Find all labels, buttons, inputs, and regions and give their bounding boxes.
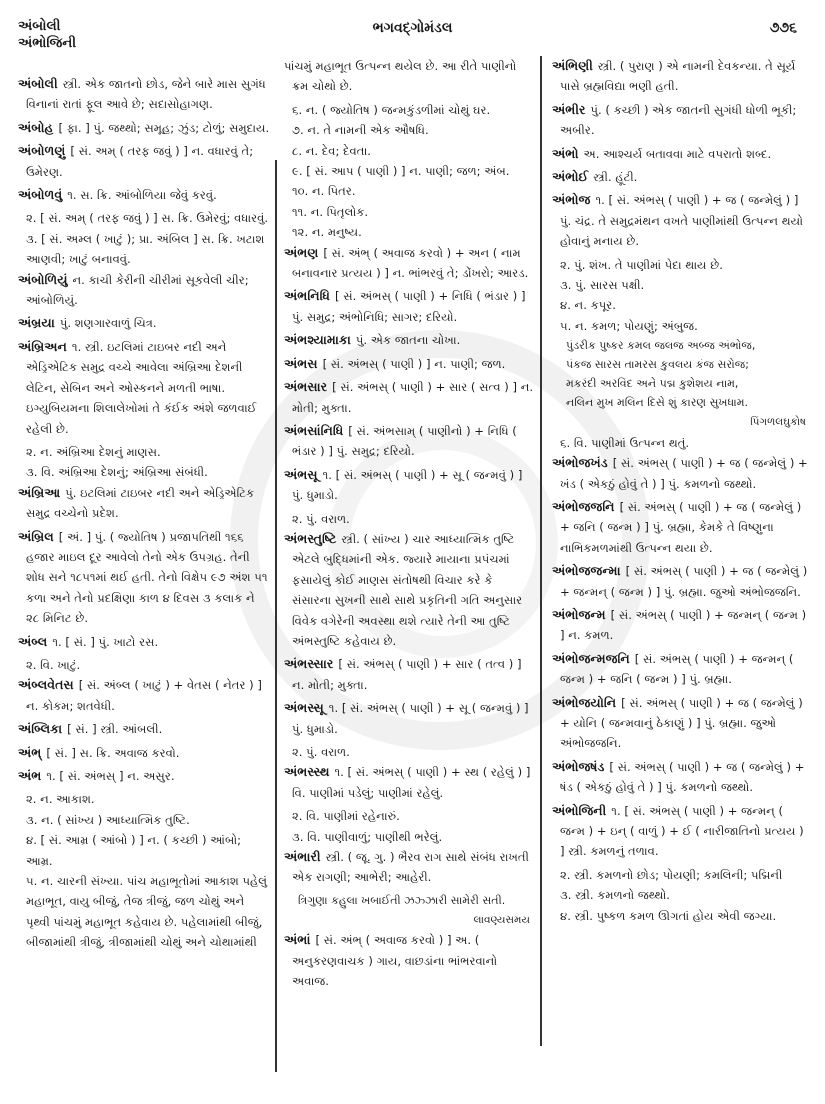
entry-definition: ૧. [ સં. અંભસ્ ( પાણી ) + સૂ ( જન્મવું ) ] પું. ધુમાડો. — [292, 467, 523, 503]
entry-definition: [ સં. અંભ્ ( અવાજ કરવો ) ] અ. ( અનુકરણવાચક ) ગાય, વાછડાંના ભાંભરવાનો અવાજ. — [292, 933, 498, 989]
entry-headword: અંભોજયોનિ — [552, 694, 617, 710]
entry-headword: અંભસ્સાર — [284, 656, 334, 672]
sense-line: ૩. વિ. પાણીવાળું; પાણીથી ભરેલું. — [292, 829, 443, 844]
continuation-text: પાંચમું મહાભૂત ઉત્પન્ન થયેલ છે. આ રીતે પાણીનો ક્રમ ચોથો છે. — [284, 59, 517, 94]
dictionary-entry — [284, 529, 534, 651]
sense-line: ૨. વિ. ખાટું. — [26, 657, 81, 672]
verse-source: પિંગળલઘુકોષ — [750, 416, 806, 429]
sense-line: ૨. વિ. પાણીમાં રહેનારું. — [292, 809, 400, 824]
dictionary-entry — [18, 719, 270, 739]
entry-definition: [ સં. અંભસ્ ( પાણી ) + સાર ( તત્વ ) ] ન. મોતી; મુક્તા. — [292, 657, 522, 692]
sense-line: ૨. પું. વરાળ. — [292, 745, 350, 759]
entry-headword: અંભસૂ — [284, 466, 318, 482]
dictionary-entry — [552, 693, 810, 754]
entry-definition: [ સં. અંભસ્ ( પાણી ) + સાર ( સત્વ ) ] ન. મોતી; મુક્તા. — [292, 380, 534, 415]
entry-headword: અંભનિધિ — [284, 288, 330, 304]
entry-headword: અંભીર — [552, 101, 586, 117]
entry-headword: અંભસ — [284, 355, 318, 371]
entry-definition: [ સં. અંભસ્ ( પાણી ) + જ ( જન્મેલું ) + જન્મન્ ( જન્મ ) ] પું. બ્રહ્મા. જુઓ અંભોજજનિ. — [560, 564, 808, 599]
entry-definition: ૧. [ સં. ] પું. ખાટો રસ. — [52, 634, 159, 649]
sense-line: ૨. સ્ત્રી. કમળનો છોડ; પોયણી; કમલિની; પદ્મિની — [560, 867, 783, 882]
entry-definition: [ સં. અંભસ્ ( પાણી ) + જન્મન્ ( જન્મ ) ] ન. કમળ. — [560, 607, 807, 643]
dictionary-entry — [552, 605, 810, 646]
sense-line: ૨. [ સં. અમ્ ( તરફ જવું ) ] સ. ક્રિ. ઉમેરવું; વધારવું. — [26, 211, 269, 226]
entry-headword: અંભસાંનિધિ — [284, 422, 344, 438]
column-divider — [275, 160, 277, 1072]
dictionary-entry — [18, 141, 270, 182]
dictionary-entry — [552, 561, 810, 602]
dictionary-entry — [552, 144, 810, 164]
entry-definition: ન. કાચી કેરીની ચીરીમાં સૂકવેલી ચીર; આંબોળિયું. — [26, 272, 249, 308]
entry-definition: [ સં. અંભસામ્ ( પાણીનો ) + નિધિ ( ભંડાર ) ] પું. સમુદ્ર; દરિયો. — [292, 423, 517, 459]
column-middle — [284, 56, 534, 1086]
dictionary-entry — [284, 465, 534, 506]
entry-headword: અંબોલી — [18, 76, 58, 91]
dictionary-entry — [284, 654, 534, 695]
guide-word-first: અંબોલી — [18, 18, 61, 34]
dictionary-entry — [18, 632, 270, 652]
sense-line: ૩. ન. ( સાંખ્ય ) આધ્યાત્મિક તુષ્ટિ. — [26, 812, 190, 827]
dictionary-entry — [552, 167, 810, 187]
sense-line: ૧૧. ન. પિતૃલોક. — [292, 204, 369, 219]
entry-definition: [ સં. અંભસ્ ( પાણી ) + જ ( જન્મેલું ) + યોનિ ( જન્મવાનું ઠેકાણું ) ] પું. બ્રહ્મા. જુઓ અંભોજજનિ. — [560, 695, 803, 751]
entry-headword: અંભોજખંડ — [552, 455, 608, 471]
dictionary-entry — [284, 421, 534, 462]
entry-headword: અંબ્લવેતસ — [18, 677, 74, 693]
entry-headword: અંભસાર — [284, 379, 328, 395]
entry-headword: અંભસ્સ્થ — [284, 764, 330, 780]
entry-definition: સ્ત્રી. એક જાતનો છોડ, જેને બારે માસ સુગંધ વિનાનાં રાતાં ફૂલ આવે છે; સદાસોહાગણ. — [26, 77, 266, 112]
entry-definition: પું. ( કચ્છી ) એક જાતની સુગંધી ધોળી ભૂકી; અબીર. — [560, 102, 797, 138]
entry-headword: અંબ્રિલ — [18, 528, 54, 544]
entry-definition: [ સં. અંબ્લ ( ખાટું ) + વેતસ ( નેતર ) ] ન. કોકમ; શતવેધી. — [26, 678, 262, 713]
dictionary-entry — [284, 762, 534, 803]
entry-headword: અંબ્લ — [18, 633, 48, 649]
sense-line: ૬. વિ. પાણીમાં ઉત્પન્ન થતું. — [560, 435, 690, 450]
entry-headword: અંબોળવું — [18, 187, 63, 203]
sense-line: ૫. ન. ચારની સંખ્યા. પાંચ મહાભૂતોમાં આકાશ પહેલું મહાભૂત, વાયુ બીજું, તેજ ત્રીજું, જળ ચોથું અને પૃથ્વી પાંચમું મહાભૂત કહેવાય છે. પહેલામાંથી બીજું, બીજામાંથી ત્રીજું, ત્રીજામાંથી ચોથું અને ચોથામાંથી — [26, 874, 267, 950]
sense-line: ૩. પું. સારસ પક્ષી. — [560, 278, 645, 293]
entry-definition: ૧. સ. ક્રિ. આંબોળિયા જેવું કરવું. — [67, 188, 217, 203]
entry-definition: ૧. [ સં. અંભસ્ ( પાણી ) + જ ( જન્મેલું ) ] પું. ચંદ્ર. તે સમુદ્રમંથન વખતે પાણીમાંથી ઉત્પન્ન થયો હોવાનું મનાય છે. — [560, 193, 803, 249]
entry-definition: ૧. સ્ત્રી. ઇટલિમાં ટાઇબર નદી અને એડ્રિએટિક સમુદ્ર વચ્ચે આવેલા અંબ્રિઆ દેશની લેટિન, સેબિન અને ઓસ્કનને મળતી ભાષા. ઇગ્યુબિયમના શિલાલેખોમાં તે કંઈક અંશે જળવાઈ રહેલી છે. — [26, 339, 257, 436]
sense-line: ૧૦. ન. પિતર. — [292, 184, 356, 199]
entry-headword: અંભિણી — [552, 58, 593, 73]
sense-line: ૮. ન. દેવ; દેવતા. — [292, 143, 371, 158]
entry-headword: અંબ્રિઅન — [18, 338, 67, 354]
sense-line: ૩. સ્ત્રી. કમળનો જથ્થો. — [560, 888, 670, 903]
entry-headword: અંભોજષંડ — [552, 758, 605, 774]
dictionary-entry — [284, 243, 534, 284]
column-left — [18, 74, 270, 1104]
page-header — [0, 0, 825, 60]
dictionary-entry — [552, 497, 810, 558]
dictionary-entry — [552, 56, 810, 97]
sense-line: ૯. [ સં. આપ ( પાણી ) ] ન. પાણી; જળ; અંબ. — [292, 164, 510, 179]
entry-definition: [ ફા. ] પું. જથ્થો; સમૂહ; ઝુંડ; ટોળું; સમુદાય. — [58, 120, 270, 135]
dictionary-columns — [0, 56, 825, 1086]
entry-headword: અંબોળણું — [18, 143, 66, 159]
entry-definition: પું. શણગારવાળું ચિત્ર. — [59, 316, 157, 331]
entry-definition: સ્ત્રી. ( જૂ. ગુ. ) ભૈરવ રાગ સાથે સંબંધ રાખતી એક રાગણી; આભેરી; આહેરી. — [292, 850, 529, 885]
entry-headword: અંભોઈ — [552, 169, 589, 185]
dictionary-entry — [284, 377, 534, 418]
dictionary-entry — [18, 74, 270, 115]
column-right — [552, 56, 810, 1086]
entry-definition: પું. એક જાતના ચોખા. — [355, 333, 461, 348]
entry-definition: સ્ત્રી. ( સાંખ્ય ) ચાર આધ્યાત્મિક તુષ્ટિ એટલે બુદ્ધિમાંની એક. જ્યારે માયાના પ્રપંચમાં ફસાયેલું કોઈ માણસ સંતોષથી વિચાર કરે કે સંસારના સુખની સાથે સાથે પ્રકૃતિની ગતિ અનુસાર વિવેક વગેરેની અવસ્થા થશે ત્યારે તેની આ તુષ્ટિ અંભસ્તુષ્ટિ કહેવાય છે. — [292, 531, 523, 648]
dictionary-entry — [18, 337, 270, 439]
entry-definition: પું. ઇટલિમાં ટાઇબર નદી અને એડ્રિએટિક સમુદ્ર વચ્ચેનો પ્રદેશ. — [26, 485, 255, 521]
dictionary-entry — [18, 743, 270, 763]
entry-headword: અંભો — [552, 145, 579, 161]
entry-headword: અંભશ્યામાકા — [284, 332, 351, 348]
entry-definition: [ સં. અંભસ્ ( પાણી ) + જ ( જન્મેલું ) + ખંડ ( એકઠું હોવું તે ) ] પું. કમળનો જથ્થો. — [560, 456, 808, 491]
dictionary-entry — [552, 453, 810, 494]
quotation: ત્રિગુણા કહુલા ખબાઈતી ઝઝ્ઝારી સામેરી સતી. — [298, 893, 506, 907]
entry-definition: [ સં. અંભસ્ ( પાણી ) + જ ( જન્મેલું ) + ષંડ ( એકઠું હોવું તે ) ] પું. કમળનો જથ્થો. — [560, 759, 805, 795]
sense-line: ૨. ન. આકાશ. — [26, 792, 95, 807]
dictionary-entry — [284, 330, 534, 350]
entry-headword: અંભાં — [284, 932, 311, 948]
entry-definition: ૧. [ સં. અંભસ્ ( પાણી ) + સૂ ( જન્મવું ) ] પું. ધુમાડો. — [292, 701, 529, 736]
dictionary-entry — [284, 847, 534, 888]
sense-line: ૩. [ સં. અમ્લ ( ખાટું ); પ્રા. અંબિલ ] સ. ક્રિ. ખટાશ આણવી; ખાટું બનાવવું. — [26, 231, 265, 267]
sense-line: ૨. પું. શંખ. તે પાણીમાં પેદા થાય છે. — [560, 257, 723, 272]
dictionary-entry — [18, 270, 270, 311]
verse-line: મકરંદી અરવિંદ અને પદ્મ કુશેશય નામ, — [566, 377, 739, 391]
entry-headword: અંભોજજન્મા — [552, 563, 621, 579]
entry-headword: અંબોહ — [18, 119, 54, 135]
entry-headword: અંબ્લિકા — [18, 721, 63, 737]
entry-headword: અંબ્રિઆ — [18, 484, 61, 500]
entry-definition: ૧. [ સં. અંભસ્ ( પાણી ) + સ્થ ( રહેલું ) ] વિ. પાણીમાં પડેલું; પાણીમાં રહેલું. — [292, 765, 531, 800]
entry-definition: સ્ત્રી. હૂંટી. — [593, 170, 638, 185]
sense-line: ૪. [ સં. આમ્ર ( આંબો ) ] ન. ( કચ્છી ) આંબો; આમ્ર. — [26, 833, 242, 868]
sense-line: ૧૨. ન. મનુષ્ય. — [292, 225, 362, 240]
dictionary-entry — [18, 527, 270, 629]
entry-headword: અંભોજન્મ — [552, 606, 606, 622]
sense-line: ૪. ન. કપૂર. — [560, 298, 616, 313]
entry-headword: અંભોજજનિ — [552, 498, 615, 514]
entry-headword: અંબ્રયા — [18, 315, 55, 331]
entry-headword: અંભસ્સૂ — [284, 700, 324, 716]
entry-headword: અંભોજિની — [552, 802, 607, 818]
guide-word-last: અંભોજિની — [18, 35, 77, 51]
dictionary-entry — [552, 757, 810, 798]
dictionary-entry — [18, 766, 270, 786]
sense-line: ૨. પું. વરાળ. — [292, 511, 350, 526]
sense-line: ૪. સ્ત્રી. પુષ્કળ કમળ ઊગતાં હોય એવી જગ્યા. — [560, 908, 777, 923]
quotation-source: લાવણ્યસમય — [473, 913, 530, 926]
entry-definition: [ સં. અંભ્ ( અવાજ કરવો ) + અન ( નામ બનાવનાર પ્રત્યય ) ] ન. ભાંભરવું તે; ડોંખરો; આરડ. — [292, 245, 529, 281]
entry-definition: [ અં. ] પું. ( જ્યોતિષ ) પ્રજાપતિથી ૧૬૬ હજાર માઇલ દૂર આવેલો તેનો એક ઉપગ્રહ. તેની શોધ સને ૧૮૫૧માં થઈ હતી. તેનો વિક્ષેપ ૯૭ અંશ ૫૧ કળા અને તેનો પ્રદક્ષિણા કાળ ૪ દિવસ ૩ કલાક ને ૨૮ મિનિટ છે. — [26, 529, 268, 626]
column-divider — [540, 56, 542, 1046]
dictionary-entry — [18, 118, 270, 138]
entry-definition: અ. આશ્ચર્ય બતાવવા માટે વપરાતો શબ્દ. — [583, 146, 772, 161]
dictionary-entry — [284, 698, 534, 739]
sense-line: ૭. ન. તે નામની એક ઔષધિ. — [292, 123, 429, 138]
entry-definition: સ્ત્રી. ( પુરાણ ) એ નામની દેવકન્યા. તે સૂર્ય પાસે બ્રહ્મવિદ્યા ભણી હતી. — [560, 59, 796, 94]
entry-headword: અંભસ્તુષ્ટિ — [284, 530, 337, 546]
dictionary-entry — [284, 354, 534, 374]
verse-line: પંકજ સારસ તામરસ કુવલય કંજ સરોજ; — [566, 358, 749, 372]
dictionary-entry — [284, 930, 534, 991]
entry-definition: [ સં. અંભસ્ ( પાણી ) + જ ( જન્મેલું ) + જનિ ( જન્મ ) ] પું. બ્રહ્મા, કેમકે તે વિષ્ણુના નાભિકમળમાંથી ઉત્પન્ન થયા છે. — [560, 499, 802, 555]
verse-line: નલિન મુખ મલિન દિસે શું કારણ સુખધામ. — [566, 396, 749, 410]
entry-headword: અંબોળિયું — [18, 271, 68, 287]
entry-definition: ૧. [ સં. અંભસ્ ( પાણી ) + જન્મન્ ( જન્મ ) + ઇન્ ( વાળું ) + ઈ ( નારીજાતિનો પ્રત્યય ) ] સ્ત્રી. કમળનું તળાવ. — [560, 803, 804, 859]
entry-definition: [ સં. અમ્ ( તરફ જવું ) ] ન. વધારવું તે; ઉમેરણ. — [26, 144, 254, 179]
dictionary-entry — [552, 649, 810, 690]
entry-definition: [ સં. અંભસ્ ( પાણી ) + નિધિ ( ભંડાર ) ] પું. સમુદ્ર; અંભોનિધિ; સાગર; દરિયો. — [292, 289, 526, 324]
dictionary-entry — [18, 313, 270, 333]
dictionary-entry — [552, 190, 810, 251]
dictionary-entry — [552, 801, 810, 862]
entry-definition: [ સં. અંભસ્ ( પાણી ) + જન્મન્ ( જન્મ ) + જનિ ( જન્મ ) ] પું. બ્રહ્મા. — [560, 651, 794, 687]
dictionary-entry — [18, 185, 270, 205]
entry-headword: અંભારી — [284, 849, 321, 865]
entry-headword: અંભણ — [284, 244, 319, 260]
dictionary-entry — [552, 100, 810, 141]
page-number: ૭૭૬ — [769, 20, 797, 36]
entry-definition: [ સં. ] સ્ત્રી. આંબલી. — [67, 722, 163, 737]
entry-definition: ૧. [ સં. અંભસ્ ] ન. અસુર. — [46, 769, 175, 783]
entry-headword: અંભ્ — [18, 744, 42, 760]
entry-definition: [ સં. અંભસ્ ( પાણી ) ] ન. પાણી; જળ. — [322, 356, 506, 371]
dictionary-entry — [18, 483, 270, 524]
entry-definition: [ સં. ] સ. ક્રિ. અવાજ કરવો. — [46, 745, 180, 760]
verse-line: પુંડરીક પુષ્કર કમલ જલજ અબ્જ અંભોજ, — [566, 339, 756, 353]
entry-headword: અંભ — [18, 768, 42, 783]
page-title: ભગવદ્ગોમંડલ — [372, 20, 453, 36]
entry-headword: અંભોજન્મજનિ — [552, 650, 630, 666]
sense-line: ૬. ન. ( જ્યોતિષ ) જન્મકુંડળીમાં ચોથું ઘર. — [292, 102, 491, 117]
sense-line: ૨. ન. અંબ્રિઆ દેશનું માણસ. — [26, 444, 161, 459]
sense-line: ૫. ન. કમળ; પોયણું; અંબુજ. — [560, 318, 698, 333]
dictionary-entry — [284, 286, 534, 327]
dictionary-entry — [18, 675, 270, 716]
sense-line: ૩. વિ. અંબ્રિઆ દેશનું; અંબ્રિઆ સંબંધી. — [26, 465, 208, 480]
entry-headword: અંભોજ — [552, 192, 591, 208]
